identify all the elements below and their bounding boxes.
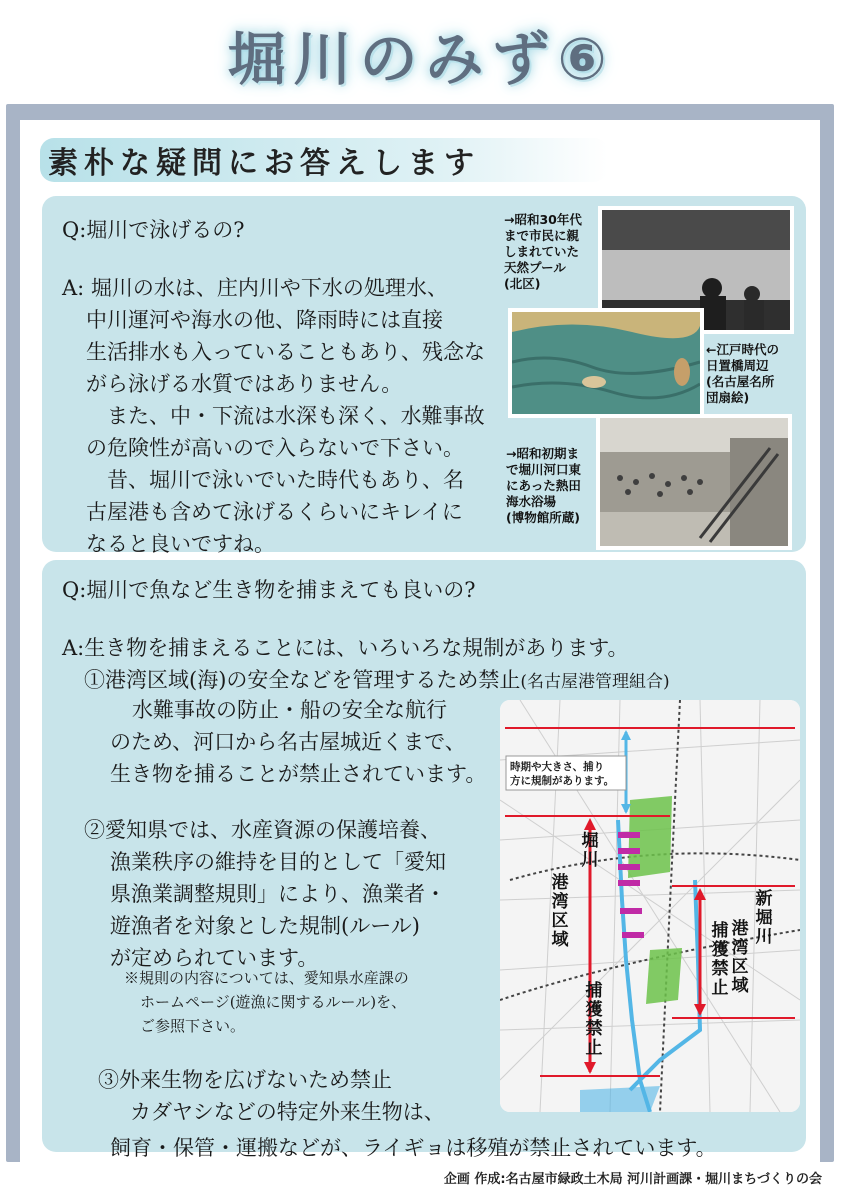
photo-edo-fan-painting bbox=[508, 308, 704, 418]
map-label-shinhorikawa-zone: 港 湾 区 域 bbox=[731, 919, 749, 996]
caption-line: →昭和初期ま bbox=[506, 446, 579, 461]
caption-line: にあった熱田 bbox=[506, 478, 581, 493]
rule2-note-line: ホームページ(遊漁に関するルール)を、 bbox=[140, 993, 407, 1011]
caption-natural-pool bbox=[504, 212, 582, 292]
map-label-horikawa: 堀 川 bbox=[581, 831, 599, 870]
answer-line: の危険性が高いので入らないで下さい。 bbox=[86, 436, 464, 460]
rule3-line: ③外来生物を広げないため禁止 bbox=[98, 1068, 392, 1092]
caption-line: しまれていた bbox=[504, 244, 580, 259]
answer-line: 古屋港も含めて泳げるくらいにキレイに bbox=[86, 500, 463, 524]
caption-line: ←江戸時代の bbox=[706, 342, 779, 357]
page-title: 堀川のみず⑥ bbox=[227, 25, 615, 93]
rule2-body bbox=[84, 814, 446, 974]
rule2-line: 漁業秩序の維持を目的として「愛知 bbox=[110, 850, 446, 874]
fan-painting-image bbox=[512, 312, 700, 414]
rule2-note-line: ※規則の内容については、愛知県水産課の bbox=[124, 969, 409, 987]
caption-atsuta-beach bbox=[506, 446, 581, 526]
answer-line: A: 堀川の水は、庄内川や下水の処理水、 bbox=[62, 276, 448, 300]
rule3-line: 飼育・保管・運搬などが、ライギョは移殖が禁止されています。 bbox=[110, 1136, 717, 1160]
rule1-body bbox=[110, 694, 486, 790]
answer-line: 中川運河や海水の他、降雨時には直接 bbox=[86, 308, 443, 332]
answer-line: 昔、堀川で泳いでいた時代もあり、名 bbox=[86, 468, 464, 492]
question-swimming: Q:堀川で泳げるの? bbox=[62, 218, 245, 242]
map-note bbox=[510, 760, 614, 788]
rule2-line: が定められています。 bbox=[110, 946, 319, 970]
answer-line: 生活排水も入っていることもあり、残念な bbox=[86, 340, 485, 364]
rule2-line: ②愛知県では、水産資源の保護培養、 bbox=[84, 818, 441, 842]
rule1-heading-text: ①港湾区域(海)の安全などを管理するため禁止 bbox=[84, 668, 521, 692]
answer-line: また、中・下流は水深も深く、水難事故 bbox=[86, 404, 485, 428]
rule1-line: 水難事故の防止・船の安全な航行 bbox=[132, 698, 447, 722]
rule2-line: 遊漁者を対象とした規制(ルール) bbox=[110, 914, 420, 938]
caption-line: (博物館所蔵) bbox=[506, 510, 580, 525]
answer-line: なると良いですね。 bbox=[86, 532, 275, 556]
beach-photo-image bbox=[600, 418, 788, 546]
map-label-horikawa-ban: 捕 獲 禁 止 bbox=[585, 981, 603, 1058]
caption-line: で堀川河口東 bbox=[506, 462, 582, 477]
rule2-note bbox=[124, 966, 409, 1038]
map-label-horikawa-zone: 港 湾 区 域 bbox=[551, 873, 569, 950]
caption-line: (北区) bbox=[504, 276, 541, 291]
caption-edo-fan-painting bbox=[706, 342, 779, 406]
rule2-line: 県漁業調整規則」により、漁業者・ bbox=[110, 882, 446, 906]
footer-credit: 企画 作成:名古屋市緑政土木局 河川計画課・堀川まちづくりの会 bbox=[443, 1172, 822, 1187]
rule1-heading bbox=[84, 664, 670, 694]
question-catching: Q:堀川で魚など生き物を捕まえても良いの? bbox=[62, 578, 476, 602]
caption-line: 海水浴場 bbox=[506, 494, 557, 509]
rule1-line: 生き物を捕ることが禁止されています。 bbox=[110, 762, 487, 786]
photo-atsuta-beach bbox=[596, 414, 792, 550]
map-note-line: 時期や大きさ、捕り bbox=[510, 761, 605, 773]
map-label-shinhorikawa: 新 堀 川 bbox=[755, 889, 773, 947]
map-label-shinhorikawa-ban: 捕 獲 禁 止 bbox=[711, 921, 729, 998]
caption-line: 団扇絵) bbox=[706, 390, 750, 405]
rule3-line: カダヤシなどの特定外来生物は、 bbox=[130, 1100, 445, 1124]
caption-line: 天然プール bbox=[504, 260, 566, 275]
caption-line: →昭和30年代 bbox=[504, 212, 582, 227]
rule1-heading-note: (名古屋港管理組合) bbox=[520, 672, 670, 692]
answer-intro: A:生き物を捕まえることには、いろいろな規制があります。 bbox=[62, 636, 629, 660]
caption-line: (名古屋名所 bbox=[706, 374, 775, 389]
rule2-note-line: ご参照下さい。 bbox=[140, 1017, 246, 1035]
caption-line: 日置橋周辺 bbox=[706, 358, 769, 373]
horikawa-map bbox=[500, 700, 800, 1112]
rule1-line: のため、河口から名古屋城近くまで、 bbox=[110, 730, 466, 754]
section-heading: 素朴な疑問にお答えします bbox=[40, 138, 608, 182]
caption-line: まで市民に親 bbox=[504, 228, 580, 243]
answer-swimming bbox=[62, 272, 485, 560]
map-note-line: 方に規制があります。 bbox=[510, 775, 615, 787]
answer-line: がら泳げる水質ではありません。 bbox=[86, 372, 403, 396]
